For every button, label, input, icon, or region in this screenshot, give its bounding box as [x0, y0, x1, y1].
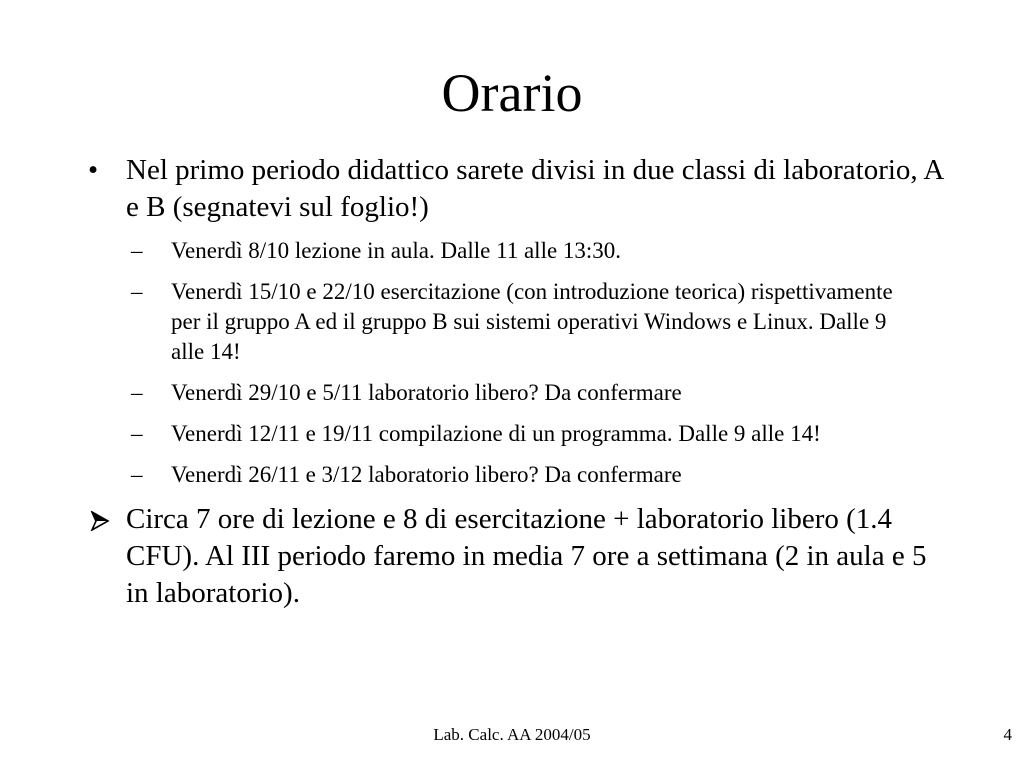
sub-bullet-item: [131, 236, 911, 266]
arrow-bullet-glyph: [90, 511, 110, 531]
sub-bullet-text: Venerdì 15/10 e 22/10 esercitazione (con introduzione teorica) rispettivamente per il gruppo A ed il gruppo B sui sistemi operativi Windows e Linux. Dalle 9 alle 14!: [171, 279, 893, 364]
sub-bullet-text: Venerdì 12/11 e 19/11 compilazione di un programma. Dalle 9 alle 14!: [171, 421, 821, 446]
bullet-item-2: [86, 501, 946, 612]
sub-bullet-text: Venerdì 8/10 lezione in aula. Dalle 11 alle 13:30.: [171, 238, 622, 263]
dash-marker: –: [131, 462, 143, 487]
dash-marker: –: [131, 279, 143, 304]
bullet-marker: •: [88, 154, 99, 186]
slide-content: [86, 152, 946, 612]
sub-bullet-item: [131, 419, 911, 449]
bullet-item-1: [86, 152, 946, 226]
dash-marker: –: [131, 421, 143, 446]
footer-course-label: Lab. Calc. AA 2004/05: [433, 725, 591, 744]
sub-bullet-item: [131, 460, 911, 490]
bullet-text: Circa 7 ore di lezione e 8 di esercitazione + laboratorio libero (1.4 CFU). Al III periodo faremo in media 7 ore a settimana (2 in aula e 5 in laboratorio).: [126, 503, 927, 609]
sub-bullet-text: Venerdì 26/11 e 3/12 laboratorio libero? Da confermare: [171, 462, 682, 487]
slide-title: Orario: [441, 63, 583, 123]
page-number: 4: [1003, 725, 1012, 744]
dash-marker: –: [131, 238, 143, 263]
bullet-text: Nel primo periodo didattico sarete divisi in due classi di laboratorio, A e B (segnatevi sul foglio!): [126, 154, 943, 223]
sub-bullet-text: Venerdì 29/10 e 5/11 laboratorio libero? Da confermare: [171, 380, 682, 405]
sub-bullet-item: [131, 277, 911, 367]
sub-bullet-list: [131, 236, 911, 490]
dash-marker: –: [131, 380, 143, 405]
sub-bullet-item: [131, 378, 911, 408]
